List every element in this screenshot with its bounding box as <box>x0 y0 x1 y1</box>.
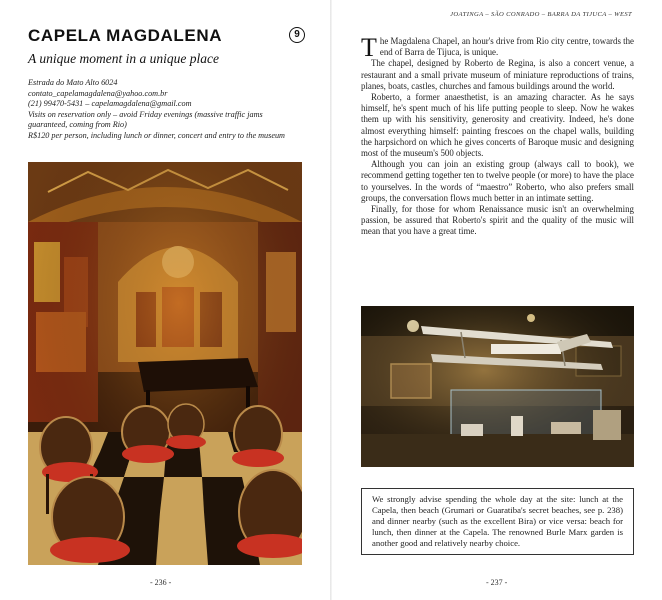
paragraph-3: Roberto, a former anaesthetist, is an amazing character. As he says himself, he's spent much of his life putting people to sleep. Now he wakes them up with his sensitivity, generosity and creativity. Indeed, he's done almost everything himself: painting frescoes on the chapel walls, building the harpsichord on which he gives concerts of Baroque music and designing most of the museum's 500 objects. <box>361 92 634 159</box>
page-number-right: - 237 - <box>486 578 508 587</box>
drop-cap: T <box>361 33 377 62</box>
running-head: JOATINGA – SÃO CONRADO – BARRA DA TIJUCA – WEST <box>450 11 632 18</box>
email-line: contato_capelamagdalena@yahoo.com.br <box>28 88 168 98</box>
tip-box: We strongly advise spending the whole day at the site: lunch at the Capela, then beach (Grumari or Guaratiba's secret beaches, see p. 238) and dinner nearby (such as the excellent Bira) or vice versa: beach for lunch, then dinner at the Capela. The renowned Burle Marx garden is another good and relatively nearby choice. <box>361 488 634 555</box>
page-title: CAPELA MAGDALENA <box>28 26 223 45</box>
book-gutter <box>330 0 332 600</box>
phone-line: (21) 99470-5431 – capelamagdalena@gmail.com <box>28 99 192 109</box>
address-line: Estrada do Mato Alto 6024 <box>28 78 118 87</box>
chapel-interior-photo <box>28 162 302 565</box>
paragraph-5: Finally, for those for whom Renaissance music isn't an overwhelming passion, be assured that Roberto's spirit and the quality of the music will mean that you have a great time. <box>361 204 634 237</box>
price-line: R$120 per person, including lunch or dinner, concert and entry to the museum <box>28 130 285 140</box>
article-body <box>361 33 634 238</box>
chapel-interior-illustration <box>28 162 302 565</box>
museum-miniatures-photo <box>361 306 634 467</box>
visits-line: Visits on reservation only – avoid Friday evenings (massive traffic jams guaranteed, coming from Rio) <box>28 109 263 130</box>
practical-info <box>28 78 303 142</box>
paragraph-1: The Magdalena Chapel, an hour's drive from Rio city centre, towards the end of Barra de Tijuca, is unique. <box>361 33 634 62</box>
museum-miniatures-illustration <box>361 306 634 467</box>
paragraph-2: The chapel, designed by Roberto de Regina, is also a concert venue, a restaurant and a small private museum of miniature reproductions of trains, planes, boats, castles, churches and famous buildings around the world. <box>361 58 634 91</box>
entry-number-badge: 9 <box>289 27 305 43</box>
subtitle: A unique moment in a unique place <box>28 51 219 66</box>
paragraph-4: Although you can join an existing group (always call to book), we recommend getting together ten to twelve people (or more) to have the place to yourselves. In the words of “maestro” Roberto, who also prefers small groups, the conversation flows much better in an intimate setting. <box>361 159 634 203</box>
page-number-left: - 236 - <box>150 578 172 587</box>
